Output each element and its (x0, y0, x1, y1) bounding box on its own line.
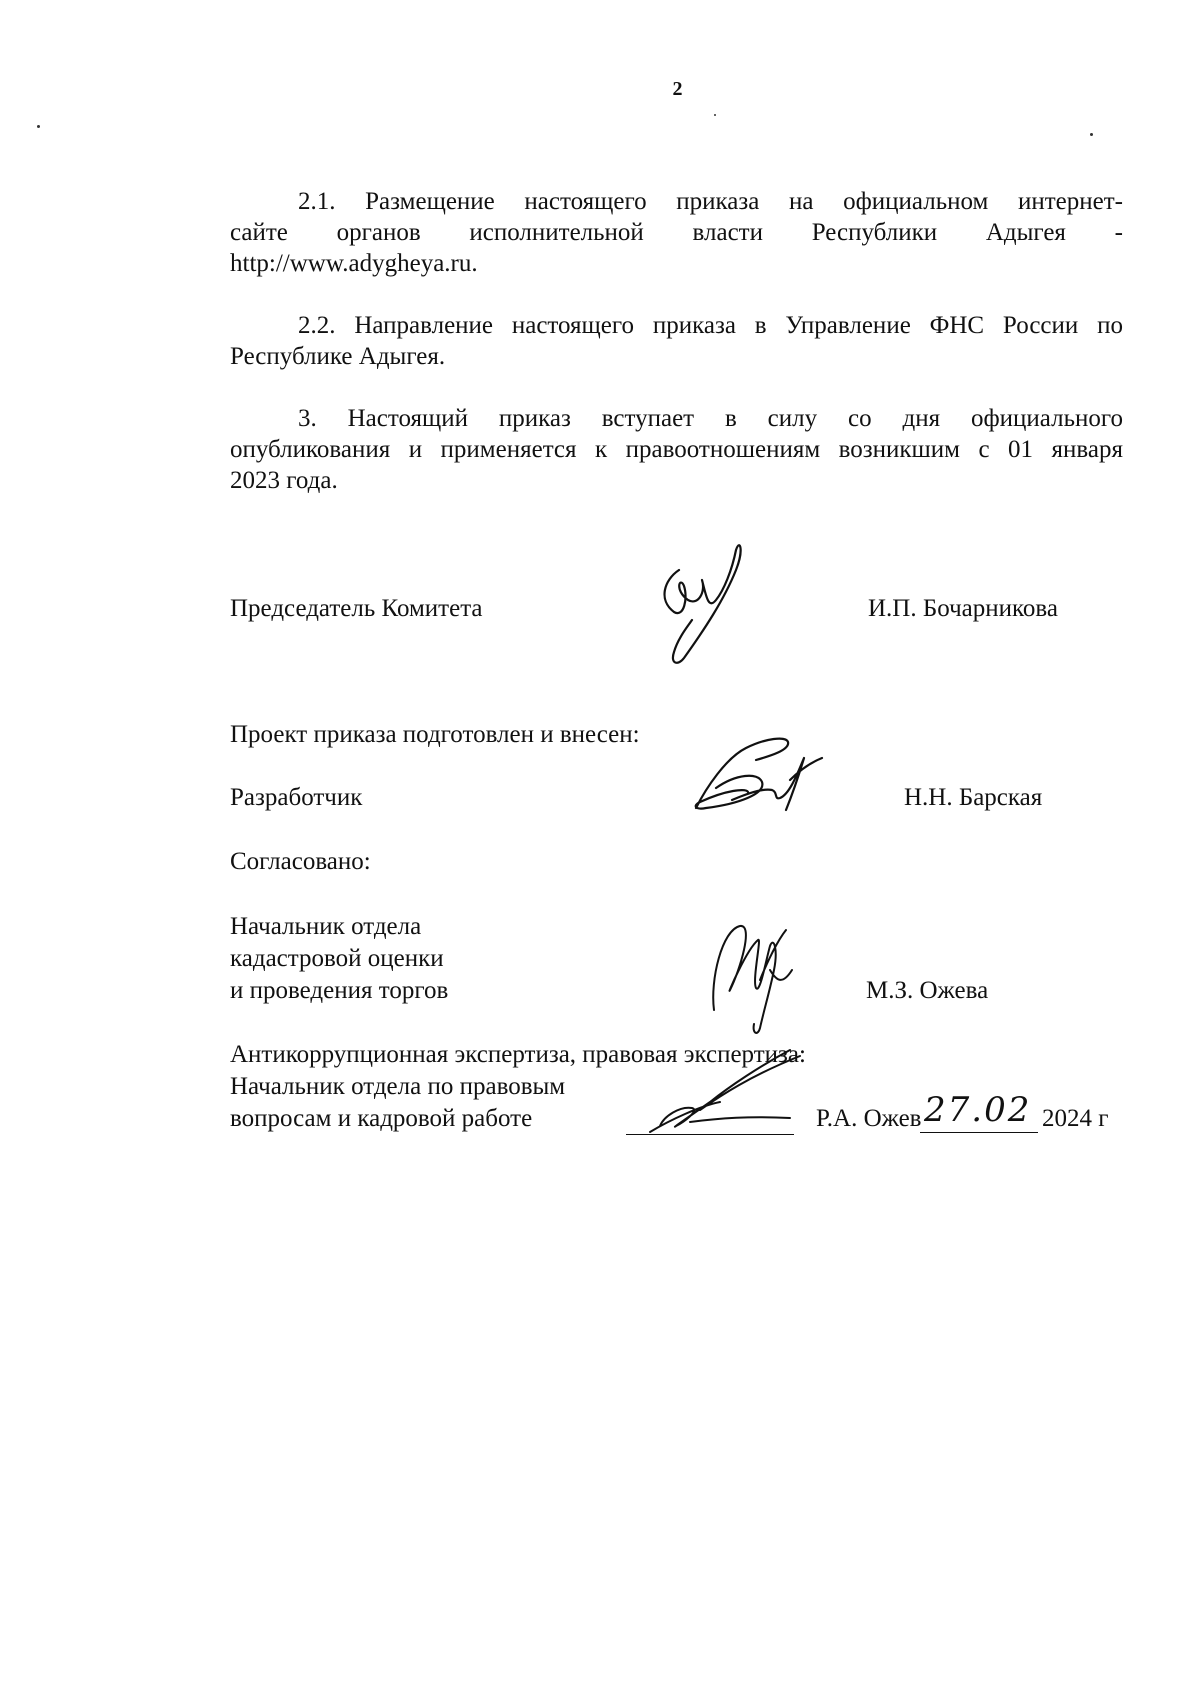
clause-2-2-line1 (230, 310, 1123, 341)
handwritten-signature-icon (700, 910, 800, 1040)
word: - (1114, 219, 1123, 246)
chairman-name: И.П. Бочарникова (868, 595, 1058, 622)
clause-2-2 (230, 310, 1123, 372)
head-cadastral-title-3: и проведения торгов (230, 977, 449, 1004)
handwritten-signature-icon (640, 1046, 820, 1146)
word: Республики (811, 219, 938, 246)
scan-speck (1090, 133, 1093, 136)
head-legal-title-1: Начальник отдела по правовым (230, 1073, 566, 1100)
head-legal-title-2: вопросам и кадровой работе (230, 1105, 533, 1132)
head-cadastral-title-1: Начальник отдела (230, 913, 422, 940)
clause-3-line2: опубликования и применяется к правоотношениям возникшим с 01 января (230, 436, 1123, 463)
agreed-label: Согласовано: (230, 848, 371, 875)
clause-2-1-line2 (230, 217, 1123, 248)
chairman-signature (644, 540, 754, 670)
head-cadastral-title-2: кадастровой оценки (230, 945, 444, 972)
clause-2-1-text: 2.1. Размещение настоящего приказа на официальном интернет- (298, 188, 1123, 215)
scan-speck (714, 114, 716, 116)
page-number: 2 (672, 78, 683, 100)
developer-name: Н.Н. Барская (904, 784, 1043, 811)
clause-2-1-url: http://www.adygheya.ru. (230, 250, 478, 277)
signing-year: 2024 г (1042, 1105, 1109, 1132)
head-legal-name: Р.А. Ожев (816, 1105, 922, 1132)
handwritten-signature-icon (644, 540, 754, 670)
handwritten-signature-icon (686, 728, 826, 818)
developer-title: Разработчик (230, 784, 363, 811)
word: органов (336, 219, 421, 246)
head-legal-signature (640, 1046, 820, 1146)
head-cadastral-signature (700, 910, 800, 1040)
handwritten-date: 27.02 (924, 1090, 1032, 1130)
developer-signature (686, 728, 826, 818)
clause-3 (230, 403, 1123, 496)
clause-2-1 (230, 186, 1123, 279)
head-cadastral-name: М.З. Ожева (866, 977, 989, 1004)
clause-3-line3: 2023 года. (230, 467, 338, 494)
clause-3-line1 (230, 403, 1123, 434)
clause-2-2-line2: Республике Адыгея. (230, 343, 446, 370)
word: власти (692, 219, 763, 246)
clause-2-1-line1 (230, 186, 1123, 217)
chairman-title: Председатель Комитета (230, 595, 483, 622)
word: Адыгея (985, 219, 1066, 246)
scan-speck (37, 125, 40, 128)
word: сайте (230, 219, 288, 246)
expertise-heading: Антикоррупционная экспертиза, правовая экспертиза: (230, 1041, 806, 1068)
word: исполнительной (469, 219, 644, 246)
clause-2-2-text: 2.2. Направление настоящего приказа в Управление ФНС России по (298, 312, 1123, 339)
prepared-by-label: Проект приказа подготовлен и внесен: (230, 721, 640, 748)
clause-3-text: 3. Настоящий приказ вступает в силу со дня официального (298, 405, 1123, 432)
date-line (920, 1132, 1038, 1133)
